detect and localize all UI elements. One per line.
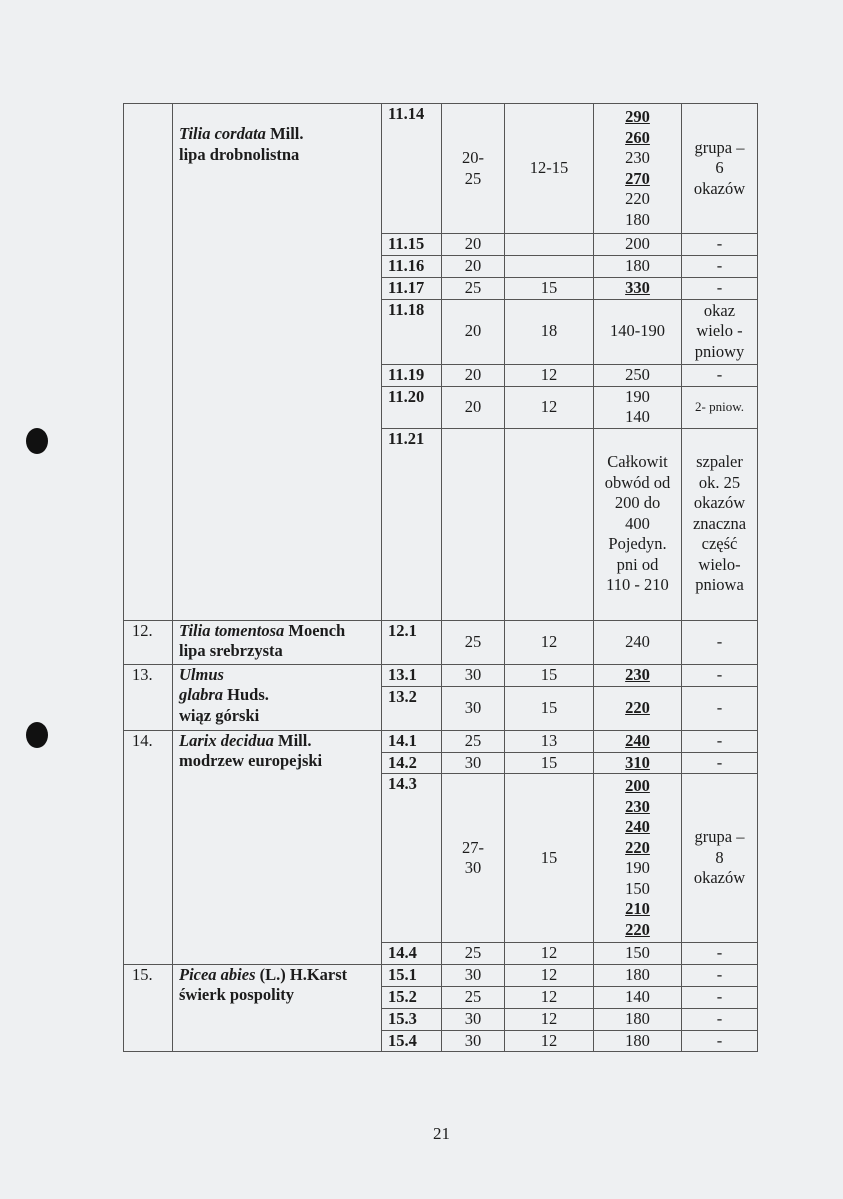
species-number: 13.: [124, 664, 173, 730]
remarks-value: [682, 964, 758, 986]
remarks-line: 6: [715, 158, 724, 178]
circumference-line: obwód od: [604, 472, 671, 492]
remarks-line: pniowy: [694, 341, 745, 361]
circumference-line: 150: [625, 878, 650, 898]
tree-id: 11.21: [382, 428, 442, 620]
circumference-line: 110 - 210: [606, 575, 669, 595]
height-line: 27-: [462, 837, 484, 857]
crown-value: [505, 364, 594, 386]
circumference-line: 230: [625, 148, 650, 167]
species-latin-name: Ulmus: [179, 664, 224, 684]
height-line: 20-: [462, 148, 484, 167]
height-line: 30: [464, 697, 482, 717]
circumference-value: [594, 255, 682, 277]
height-line: 30: [464, 664, 482, 684]
table-row: [124, 620, 758, 664]
remarks-line: grupa –: [694, 827, 745, 847]
height-value: [442, 943, 505, 965]
circumference-line: 290: [625, 107, 650, 126]
circumference-value: [594, 1030, 682, 1052]
height-value: [442, 386, 505, 428]
tree-id: 11.15: [382, 234, 442, 256]
remarks-line: 2- pniow.: [695, 398, 744, 414]
circumference-line: 180: [625, 1008, 650, 1028]
species-number: 12.: [124, 620, 173, 664]
crown-line: 12: [540, 986, 558, 1006]
crown-value: [505, 964, 594, 986]
height-line: 30: [464, 964, 482, 984]
remarks-line: część: [701, 534, 738, 554]
remarks-value: [682, 277, 758, 299]
circumference-line: 140: [625, 986, 650, 1006]
crown-line: 12: [540, 1008, 558, 1028]
species-author: Moench: [284, 620, 346, 640]
remarks-line: -: [716, 664, 723, 684]
circumference-line: 240: [625, 817, 650, 836]
remarks-value: [682, 255, 758, 277]
species-latin-name: Picea abies: [179, 964, 256, 984]
height-line: 25: [464, 943, 482, 962]
circumference-line: 220: [625, 697, 650, 717]
species-name: [173, 730, 382, 964]
height-value: [442, 1008, 505, 1030]
remarks-value: [682, 386, 758, 428]
remarks-line: grupa –: [694, 137, 745, 157]
crown-line: 15: [540, 277, 558, 297]
remarks-line: pniowa: [695, 575, 744, 595]
height-value: [442, 964, 505, 986]
circumference-line: 190: [625, 386, 650, 406]
circumference-value: [594, 986, 682, 1008]
species-polish-name: lipa srebrzysta: [179, 641, 283, 660]
circumference-line: 190: [625, 858, 650, 877]
tree-id: 15.4: [382, 1030, 442, 1052]
tree-id: 14.1: [382, 730, 442, 752]
crown-line: 12: [540, 396, 558, 416]
tree-id: 15.2: [382, 986, 442, 1008]
circumference-line: 180: [625, 255, 650, 275]
species-author: (L.) H.Karst: [255, 964, 348, 984]
crown-line: 12: [540, 364, 558, 384]
circumference-value: [594, 277, 682, 299]
species-number: 14.: [124, 730, 173, 964]
circumference-line: 250: [625, 364, 650, 384]
height-line: 25: [464, 277, 482, 297]
tree-id: 15.3: [382, 1008, 442, 1030]
circumference-line: 140: [625, 407, 650, 426]
circumference-line: 220: [625, 837, 650, 857]
circumference-value: [594, 234, 682, 256]
species-latin-name: Larix decidua: [179, 730, 274, 750]
circumference-value: [594, 730, 682, 752]
species-name: [173, 620, 382, 664]
circumference-line: 200 do: [614, 493, 661, 513]
remarks-value: [682, 730, 758, 752]
species-author: Mill.: [265, 124, 304, 143]
crown-line: 12: [540, 943, 558, 962]
height-line: 20: [464, 234, 482, 253]
height-value: [442, 299, 505, 364]
crown-value: [505, 986, 594, 1008]
remarks-line: -: [716, 277, 723, 297]
height-value: [442, 620, 505, 664]
circumference-line: 400: [625, 513, 650, 533]
circumference-line: 230: [625, 796, 650, 816]
crown-value: [505, 943, 594, 965]
remarks-line: -: [716, 255, 723, 275]
species-number: 15.: [124, 964, 173, 1052]
remarks-value: [682, 1008, 758, 1030]
punch-hole: [26, 428, 48, 454]
tree-id: 11.20: [382, 386, 442, 428]
remarks-line: -: [716, 631, 723, 651]
circumference-line: 230: [625, 664, 650, 684]
tree-id: 14.3: [382, 774, 442, 943]
species-author: Huds.: [223, 685, 269, 704]
circumference-value: [594, 964, 682, 986]
circumference-line: Pojedyn.: [608, 534, 667, 554]
tree-id: 11.19: [382, 364, 442, 386]
height-line: 25: [464, 986, 482, 1006]
circumference-line: 240: [625, 730, 650, 750]
circumference-line: 220: [625, 919, 650, 939]
height-value: [442, 104, 505, 234]
circumference-value: [594, 774, 682, 943]
crown-value: [505, 774, 594, 943]
height-value: [442, 752, 505, 774]
table-row: [124, 104, 758, 234]
species-latin-name: Tilia tomentosa: [179, 620, 285, 640]
height-line: 25: [464, 168, 482, 188]
crown-line: 15: [540, 697, 558, 717]
crown-value: [505, 1008, 594, 1030]
crown-line: 18: [540, 321, 558, 341]
circumference-line: 270: [625, 168, 650, 188]
remarks-line: ok. 25: [698, 472, 741, 492]
height-line: 30: [464, 1030, 482, 1050]
height-line: 25: [464, 730, 482, 750]
remarks-line: -: [716, 234, 723, 253]
crown-value: [505, 299, 594, 364]
crown-value: [505, 686, 594, 730]
height-line: 20: [464, 364, 482, 384]
height-line: 30: [464, 1008, 482, 1028]
height-value: [442, 234, 505, 256]
tree-id: 11.16: [382, 255, 442, 277]
tree-id: 14.4: [382, 943, 442, 965]
circumference-line: 310: [625, 752, 650, 772]
remarks-value: [682, 752, 758, 774]
crown-value: [505, 664, 594, 686]
remarks-line: -: [716, 943, 723, 962]
remarks-line: -: [716, 964, 723, 984]
species-polish-name: modrzew europejski: [179, 751, 323, 770]
remarks-value: [682, 428, 758, 620]
remarks-value: [682, 686, 758, 730]
height-value: [442, 255, 505, 277]
species-polish-name: wiąz górski: [179, 705, 260, 725]
crown-line: 15: [540, 847, 558, 867]
remarks-line: wielo -: [696, 321, 743, 341]
remarks-line: -: [716, 1030, 723, 1050]
remarks-value: [682, 986, 758, 1008]
height-line: 30: [464, 752, 482, 772]
tree-id: 11.14: [382, 104, 442, 234]
remarks-line: -: [716, 752, 723, 772]
height-value: [442, 1030, 505, 1052]
tree-inventory-table: [123, 103, 758, 1052]
circumference-value: [594, 943, 682, 965]
height-value: [442, 277, 505, 299]
circumference-line: 240: [625, 631, 650, 651]
height-value: [442, 774, 505, 943]
remarks-line: 8: [715, 847, 724, 867]
circumference-line: 200: [625, 234, 650, 253]
circumference-line: 260: [625, 127, 650, 147]
remarks-line: -: [716, 730, 723, 750]
height-value: [442, 986, 505, 1008]
crown-value: [505, 1030, 594, 1052]
circumference-line: 150: [625, 943, 650, 962]
remarks-line: wielo-: [698, 554, 741, 574]
crown-line: 12: [540, 631, 558, 651]
height-value: [442, 686, 505, 730]
species-polish-name: świerk pospolity: [179, 985, 295, 1004]
circumference-line: 180: [625, 209, 650, 229]
circumference-value: [594, 664, 682, 686]
remarks-line: -: [716, 364, 723, 384]
remarks-line: okazów: [693, 178, 746, 198]
circumference-value: [594, 686, 682, 730]
height-line: 20: [464, 396, 482, 416]
circumference-value: [594, 428, 682, 620]
crown-line: 15: [540, 752, 558, 772]
remarks-line: szpaler: [696, 452, 743, 472]
crown-value: [505, 234, 594, 256]
remarks-line: okazów: [693, 493, 746, 513]
height-line: 20: [464, 255, 482, 275]
remarks-value: [682, 620, 758, 664]
tree-id: 14.2: [382, 752, 442, 774]
remarks-value: [682, 104, 758, 234]
height-line: 30: [464, 858, 482, 877]
crown-value: [505, 104, 594, 234]
height-value: [442, 664, 505, 686]
tree-id: 11.17: [382, 277, 442, 299]
table-row: [124, 730, 758, 752]
species-author: Mill.: [273, 730, 312, 750]
species-number: [124, 104, 173, 621]
circumference-line: 180: [625, 964, 650, 984]
crown-value: [505, 752, 594, 774]
crown-line: 12: [540, 964, 558, 984]
circumference-value: [594, 386, 682, 428]
crown-value: [505, 428, 594, 620]
remarks-line: -: [716, 697, 723, 717]
species-name: [173, 664, 382, 730]
height-value: [442, 428, 505, 620]
page-number: 21: [433, 1124, 450, 1143]
species-polish-name: lipa drobnolistna: [179, 144, 300, 164]
crown-line: 12-15: [529, 158, 569, 178]
punch-hole: [26, 722, 48, 748]
circumference-value: [594, 364, 682, 386]
circumference-line: 140-190: [610, 321, 665, 341]
circumference-line: 180: [625, 1030, 650, 1050]
height-value: [442, 730, 505, 752]
circumference-line: 200: [625, 776, 650, 795]
remarks-line: okazów: [693, 868, 746, 888]
crown-value: [505, 277, 594, 299]
tree-id: 11.18: [382, 299, 442, 364]
remarks-value: [682, 774, 758, 943]
circumference-value: [594, 620, 682, 664]
remarks-value: [682, 299, 758, 364]
remarks-value: [682, 943, 758, 965]
remarks-value: [682, 664, 758, 686]
remarks-line: -: [716, 1008, 723, 1028]
tree-id: 13.1: [382, 664, 442, 686]
species-name: [173, 104, 382, 621]
circumference-line: Całkowit: [607, 452, 668, 472]
circumference-value: [594, 299, 682, 364]
circumference-value: [594, 1008, 682, 1030]
remarks-line: okaz: [703, 300, 736, 320]
height-value: [442, 364, 505, 386]
circumference-line: pni od: [616, 554, 659, 574]
circumference-line: 330: [625, 277, 650, 297]
table-row: [124, 964, 758, 986]
circumference-line: 210: [625, 899, 650, 918]
remarks-value: [682, 364, 758, 386]
tree-id: 13.2: [382, 686, 442, 730]
crown-line: 13: [540, 730, 558, 750]
tree-id: 12.1: [382, 620, 442, 664]
height-line: 25: [464, 631, 482, 651]
circumference-value: [594, 104, 682, 234]
tree-id: 15.1: [382, 964, 442, 986]
species-name: [173, 964, 382, 1052]
table-row: [124, 664, 758, 686]
crown-value: [505, 730, 594, 752]
remarks-line: znaczna: [692, 513, 747, 533]
species-latin-name: glabra: [179, 685, 224, 704]
crown-value: [505, 386, 594, 428]
crown-line: 15: [540, 664, 558, 684]
crown-value: [505, 255, 594, 277]
remarks-value: [682, 234, 758, 256]
remarks-line: -: [716, 986, 723, 1006]
crown-line: 12: [540, 1030, 558, 1050]
crown-value: [505, 620, 594, 664]
circumference-line: 220: [625, 189, 650, 208]
remarks-value: [682, 1030, 758, 1052]
height-line: 20: [464, 321, 482, 341]
species-latin-name: Tilia cordata: [179, 124, 266, 143]
circumference-value: [594, 752, 682, 774]
